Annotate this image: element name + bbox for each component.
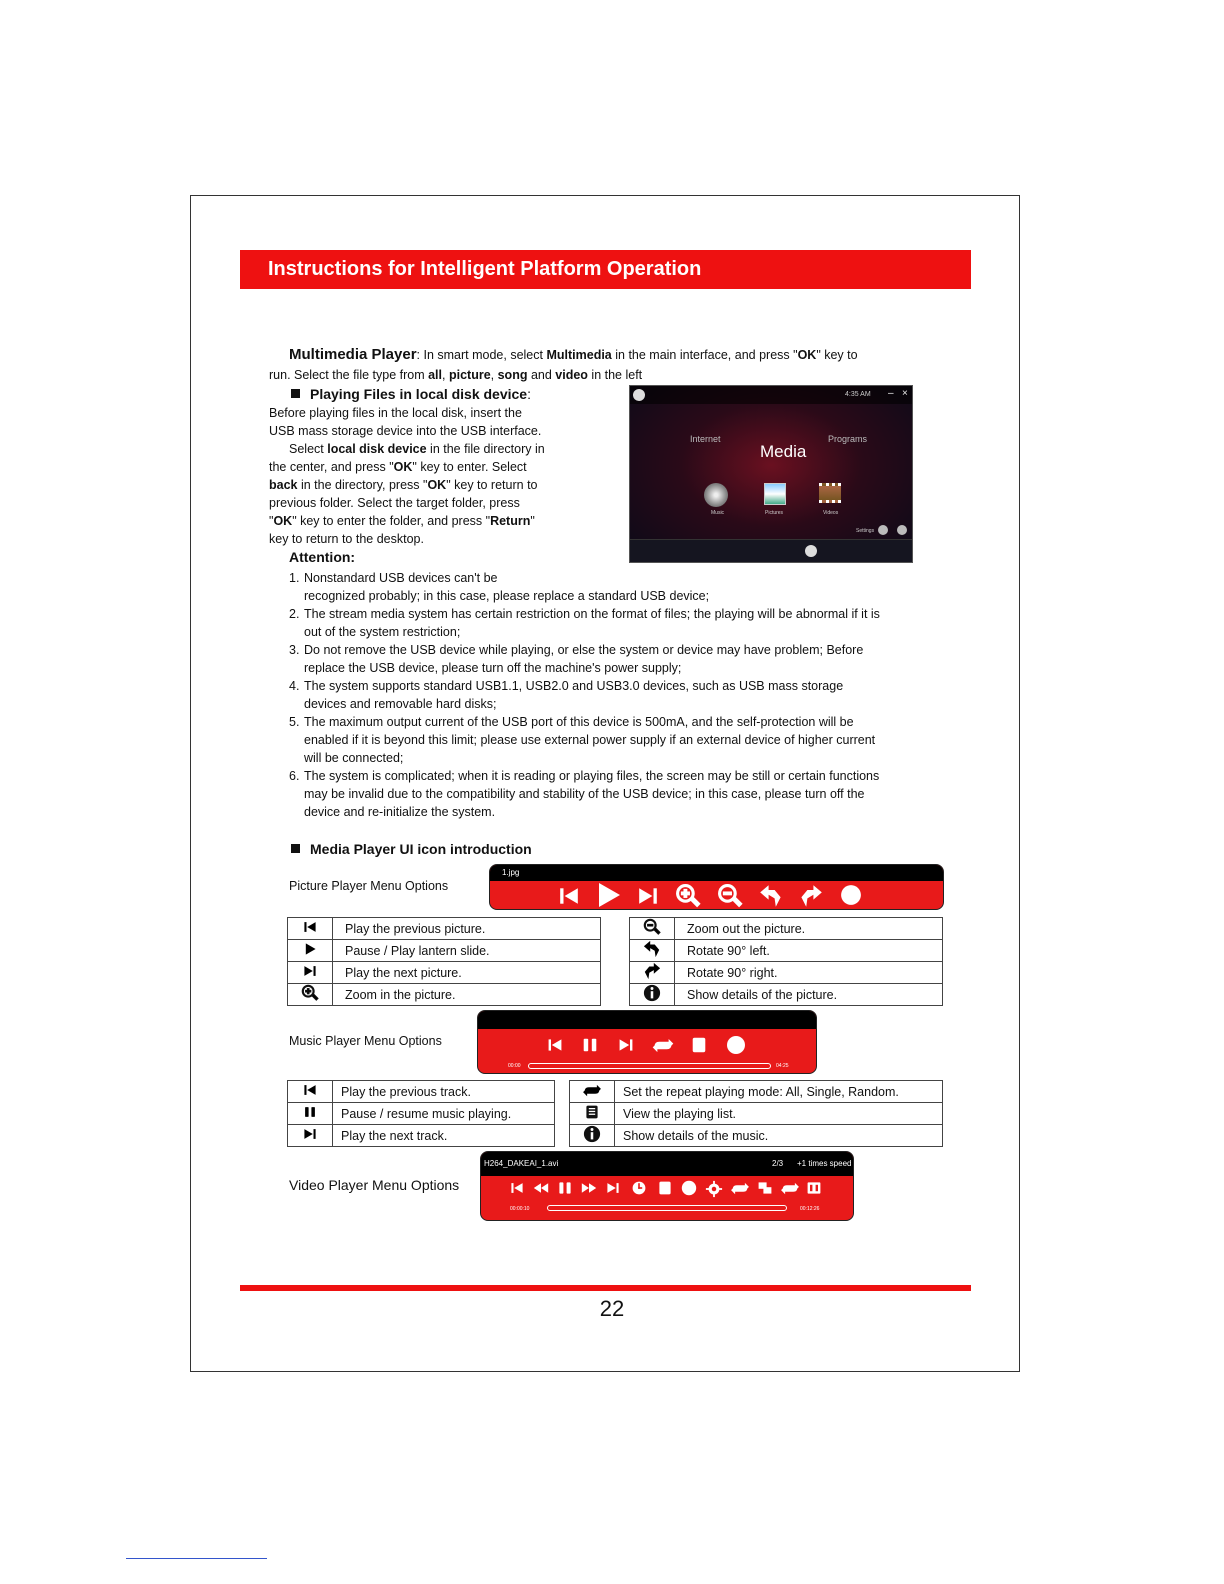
picture-legend-left	[287, 917, 601, 1006]
instruction-line: "OK" key to enter the folder, and press "Return"	[269, 514, 535, 528]
page-title-banner	[240, 250, 971, 289]
instruction-line: back in the directory, press "OK" key to return to	[269, 478, 538, 492]
attention-item-line: will be connected;	[304, 751, 404, 765]
play-icon	[805, 545, 817, 557]
music-disc-icon	[704, 483, 728, 507]
play-icon	[302, 942, 318, 956]
bullet-square-icon	[291, 389, 300, 398]
picture-player-label: Picture Player Menu Options	[289, 879, 449, 893]
aspect-ratio-icon[interactable]	[806, 1180, 822, 1196]
picture-file-name: 1.jpg	[490, 865, 943, 881]
music-legend-left	[287, 1080, 555, 1147]
intro-bold: all	[428, 368, 443, 382]
attention-item-line: The system is complicated; when it is reading or playing files, the screen may be still or certain functions	[304, 769, 880, 783]
local-disk-heading	[291, 386, 531, 402]
pause-icon[interactable]	[557, 1180, 573, 1196]
attention-item-number: 1.	[289, 571, 300, 585]
music-legend-right	[569, 1080, 943, 1147]
music-player-label: Music Player Menu Options	[289, 1034, 442, 1048]
zoom-in-icon	[298, 984, 322, 1002]
minimize-icon: –	[888, 388, 894, 399]
music-start-time: 00:00	[508, 1063, 521, 1069]
screenshot-bottombar	[630, 539, 912, 562]
attention-item-line: replace the USB device, please turn off the machine's power supply;	[304, 661, 682, 675]
video-start-time: 00:00:10	[510, 1206, 530, 1212]
intro-text: ,	[490, 368, 498, 382]
screenshot-item-videos: Videos	[823, 510, 839, 516]
picture-player-bar	[489, 864, 944, 910]
music-top-strip	[478, 1011, 816, 1029]
local-disk-heading-text: Playing Files in local disk device	[310, 386, 528, 402]
info-icon[interactable]	[681, 1180, 697, 1196]
attention-item-line: enabled if it is beyond this limit; please use external power supply if an external device of higher current	[304, 733, 876, 747]
repeat-icon[interactable]	[729, 1182, 751, 1195]
legend-text: Play the previous picture.	[333, 918, 601, 940]
intro-heading: Multimedia Player	[289, 346, 417, 363]
attention-item-line: recognized probably; in this case, please replace a standard USB device;	[304, 589, 710, 603]
intro-text: " key to	[816, 348, 858, 362]
attention-item-number: 3.	[289, 643, 300, 657]
screenshot-item-pictures: Pictures	[765, 510, 784, 516]
next-icon	[302, 1127, 318, 1141]
power-icon	[897, 525, 907, 535]
legend-text: Pause / Play lantern slide.	[333, 940, 601, 962]
intro-text: : In smart mode, select	[416, 348, 547, 362]
previous-icon[interactable]	[510, 1181, 524, 1195]
settings-icon[interactable]	[705, 1180, 723, 1198]
window-mode-icon[interactable]	[757, 1180, 773, 1196]
attention-item-line: Nonstandard USB devices can't be	[304, 571, 498, 585]
previous-icon	[302, 1083, 318, 1097]
attention-item-number: 2.	[289, 607, 300, 621]
previous-icon	[302, 920, 318, 934]
info-icon[interactable]	[726, 1035, 746, 1055]
intro-text: run. Select the file type from	[269, 368, 429, 382]
back-icon	[633, 389, 645, 401]
instruction-line: previous folder. Select the target folder, press	[269, 496, 520, 510]
screenshot-title: Media	[760, 442, 807, 461]
pause-icon[interactable]	[580, 1036, 600, 1054]
attention-item-number: 6.	[289, 769, 300, 783]
instruction-line: the center, and press "OK" key to enter. Select	[269, 460, 527, 474]
legend-text: Show details of the music.	[615, 1125, 943, 1147]
legend-text: Zoom in the picture.	[333, 984, 601, 1006]
playlist-icon[interactable]	[690, 1036, 708, 1054]
playlist-icon[interactable]	[657, 1180, 673, 1196]
page-title: Instructions for Intelligent Platform Operation	[268, 258, 702, 280]
screenshot-item-music: Music	[711, 510, 725, 516]
playlist-icon	[584, 1104, 600, 1120]
intro-bold: picture	[448, 368, 491, 382]
page-number: 22	[599, 1296, 625, 1321]
rotate-right-icon[interactable]	[798, 884, 824, 908]
repeat-icon	[581, 1084, 603, 1097]
legend-text: View the playing list.	[615, 1103, 943, 1125]
attention-item-line: devices and removable hard disks;	[304, 697, 497, 711]
intro-text: ,	[442, 368, 449, 382]
music-end-time: 04:25	[776, 1063, 789, 1069]
attention-item-line: The maximum output current of the USB port of this device is 500mA, and the self-protection will be	[304, 715, 854, 729]
legend-text: Rotate 90° left.	[675, 940, 943, 962]
video-file-name: H264_DAKEAI_1.avi	[484, 1159, 559, 1168]
intro-text: and	[527, 368, 556, 382]
video-file-count: 2/3	[772, 1159, 784, 1168]
rewind-icon[interactable]	[530, 1180, 552, 1196]
pause-icon	[302, 1105, 318, 1119]
icon-intro-heading-text: Media Player UI icon introduction	[310, 841, 532, 857]
video-player-label: Video Player Menu Options	[289, 1177, 460, 1193]
intro-paragraph	[289, 346, 929, 364]
legend-text: Play the next picture.	[333, 962, 601, 984]
pictures-icon	[764, 483, 786, 505]
audio-track-icon[interactable]	[780, 1182, 800, 1195]
video-end-time: 00:12:26	[800, 1206, 820, 1212]
music-progress-bar[interactable]	[528, 1063, 771, 1069]
footer-rule	[240, 1285, 971, 1291]
previous-icon[interactable]	[546, 1037, 564, 1053]
repeat-icon[interactable]	[650, 1038, 676, 1053]
video-top-strip	[481, 1152, 853, 1176]
attention-item-number: 4.	[289, 679, 300, 693]
videos-icon	[819, 483, 841, 503]
next-icon[interactable]	[637, 885, 659, 907]
intro-bold: OK	[797, 348, 817, 362]
picture-legend-right	[629, 917, 943, 1006]
attention-item-line: out of the system restriction;	[304, 625, 461, 639]
music-player-bar	[477, 1010, 817, 1074]
video-player-bar	[480, 1151, 854, 1221]
attention-heading: Attention:	[289, 549, 356, 565]
next-icon[interactable]	[606, 1181, 620, 1195]
zoom-out-icon[interactable]	[715, 883, 745, 909]
intro-text: in the left	[587, 368, 643, 382]
legend-text: Rotate 90° right.	[675, 962, 943, 984]
close-icon: ×	[902, 388, 908, 399]
legend-text: Show details of the picture.	[675, 984, 943, 1006]
video-speed: +1 times speed	[797, 1159, 852, 1168]
intro-text: in the main interface, and press "	[611, 348, 798, 362]
rotate-left-icon	[642, 940, 662, 958]
local-disk-colon: :	[527, 386, 531, 402]
screenshot-settings-label: Settings	[856, 528, 875, 534]
attention-item-line: device and re-initialize the system.	[304, 805, 496, 819]
instruction-line: Select local disk device in the file directory in	[289, 442, 545, 456]
attention-item-line: Do not remove the USB device while playing, or else the system or device may have problem; Before	[304, 643, 864, 657]
bullet-square-icon	[291, 844, 300, 853]
screenshot-time: 4:35 AM	[845, 391, 871, 398]
intro-paragraph-line2	[269, 366, 929, 384]
icon-intro-heading	[291, 841, 532, 857]
attention-item-line: may be invalid due to the compatibility and stability of the USB device; in this case, please turn off the	[304, 787, 865, 801]
intro-bold: song	[497, 368, 528, 382]
legend-text: Play the next track.	[333, 1125, 555, 1147]
screenshot-left-label: Internet	[690, 434, 721, 444]
media-center-screenshot	[629, 385, 913, 563]
rotate-left-icon[interactable]	[758, 884, 784, 908]
next-icon	[302, 964, 318, 978]
attention-item-number: 5.	[289, 715, 300, 729]
previous-icon[interactable]	[558, 885, 580, 907]
next-icon[interactable]	[617, 1037, 635, 1053]
screenshot-right-label: Programs	[828, 434, 868, 444]
fast-forward-icon[interactable]	[578, 1180, 600, 1196]
attention-item-line: The system supports standard USB1.1, USB2.0 and USB3.0 devices, such as USB mass storage	[304, 679, 844, 693]
instruction-line: USB mass storage device into the USB interface.	[269, 424, 542, 438]
video-progress-bar[interactable]	[547, 1205, 787, 1211]
local-disk-instructions	[269, 404, 619, 548]
info-icon[interactable]	[840, 884, 862, 906]
rotate-right-icon	[642, 962, 662, 980]
settings-icon	[878, 525, 888, 535]
legend-text: Play the previous track.	[333, 1081, 555, 1103]
attention-item-line: The stream media system has certain restriction on the format of files; the playing will be abnormal if it is	[304, 607, 880, 621]
info-icon	[583, 1125, 601, 1143]
legend-text: Pause / resume music playing.	[333, 1103, 555, 1125]
footer-link-underline	[126, 1558, 267, 1559]
play-icon[interactable]	[593, 880, 623, 910]
instruction-line: key to return to the desktop.	[269, 532, 424, 546]
zoom-out-icon	[640, 918, 664, 936]
intro-bold: Multimedia	[546, 348, 612, 362]
instruction-line: Before playing files in the local disk, insert the	[269, 406, 522, 420]
info-icon	[643, 984, 661, 1002]
clock-icon[interactable]	[631, 1180, 647, 1196]
zoom-in-icon[interactable]	[673, 883, 703, 909]
legend-text: Zoom out the picture.	[675, 918, 943, 940]
intro-bold: video	[555, 368, 588, 382]
legend-text: Set the repeat playing mode: All, Single, Random.	[615, 1081, 943, 1103]
